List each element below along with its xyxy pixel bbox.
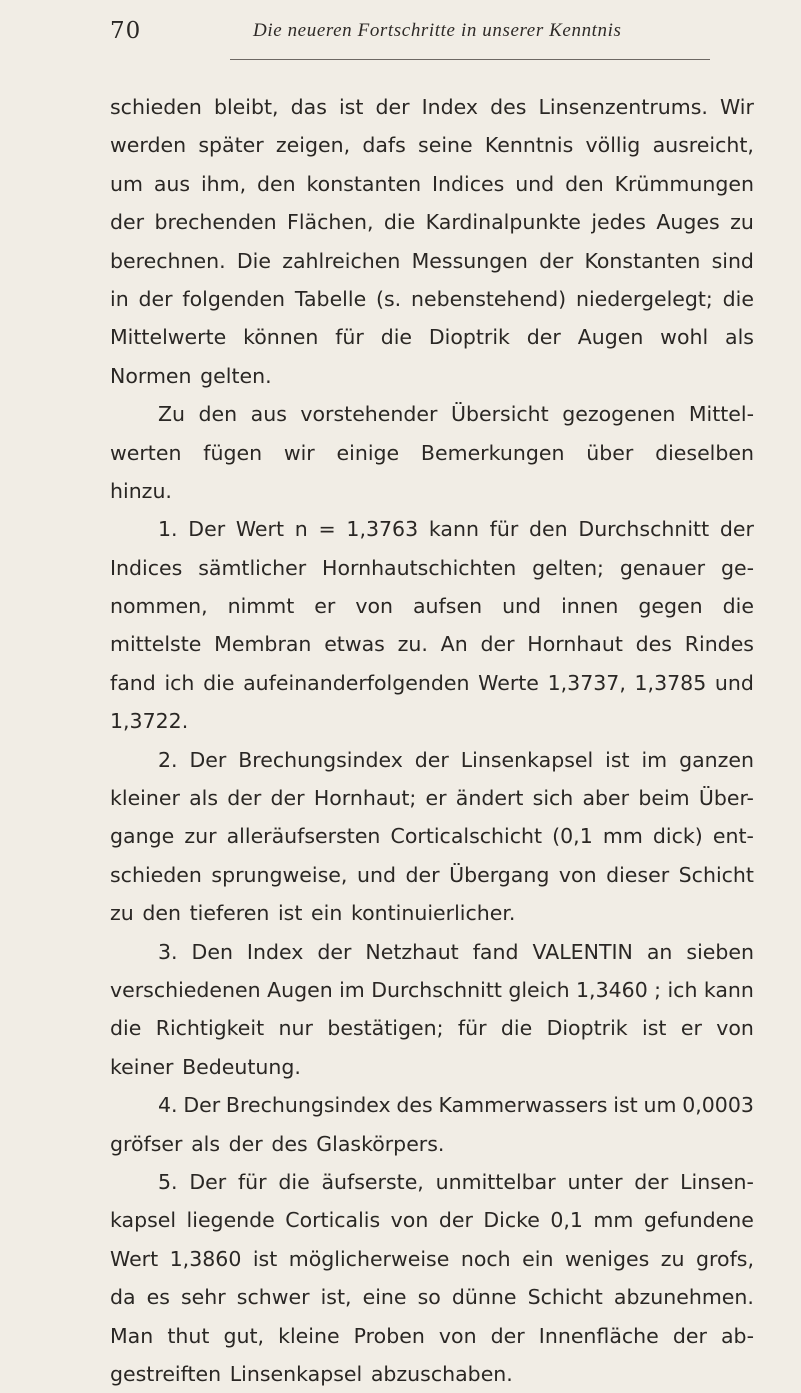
text-line: in der folgenden Tabelle (s. nebenstehend) niedergelegt; die bbox=[110, 286, 754, 311]
text-line: schieden sprungweise, und der Übergang von dieser Schicht bbox=[110, 862, 754, 887]
page-number: 70 bbox=[110, 18, 142, 44]
text-line: gröfser als der des Glaskörpers. bbox=[110, 1131, 445, 1156]
text-line: hinzu. bbox=[110, 478, 172, 503]
text-line: Wert 1,3860 ist möglicherweise noch ein weniges zu grofs, bbox=[110, 1246, 754, 1271]
header-rule bbox=[230, 59, 710, 60]
body-text bbox=[110, 88, 754, 1393]
text-line: zu den tieferen ist ein kontinuierlicher. bbox=[110, 901, 516, 926]
text-line: gestreiften Linsenkapsel abzuschaben. bbox=[110, 1361, 513, 1386]
text-line: werden später zeigen, dafs seine Kenntnis völlig ausreicht, bbox=[110, 133, 754, 158]
text-line: fand ich die aufeinanderfolgenden Werte 1,3737, 1,3785 und bbox=[110, 670, 754, 695]
text-line: gange zur alleräufsersten Corticalschicht (0,1 mm dick) ent- bbox=[110, 824, 754, 849]
text-line: nommen, nimmt er von aufsen und innen gegen die bbox=[110, 594, 754, 619]
text-line: der brechenden Flächen, die Kardinalpunkte jedes Auges zu bbox=[110, 210, 754, 235]
text-line: 2. Der Brechungsindex der Linsenkapsel ist im ganzen bbox=[158, 747, 754, 772]
text-line: 4. Der Brechungsindex des Kammerwassers ist um 0,0003 bbox=[158, 1093, 754, 1118]
text-line: Mittelwerte können für die Dioptrik der Augen wohl als bbox=[110, 325, 754, 350]
text-line: kapsel liegende Corticalis von der Dicke 0,1 mm gefundene bbox=[110, 1208, 754, 1233]
text-line: verschiedenen Augen im Durchschnitt gleich 1,3460 ; ich kann bbox=[110, 977, 754, 1002]
running-title: Die neueren Fortschritte in unserer Kenntnis bbox=[253, 20, 622, 41]
text-line: keiner Bedeutung. bbox=[110, 1054, 301, 1079]
text-line: Indices sämtlicher Hornhautschichten gelten; genauer ge- bbox=[110, 555, 754, 580]
text-line: werten fügen wir einige Bemerkungen über dieselben bbox=[110, 440, 754, 465]
text-line: Zu den aus vorstehender Übersicht gezogenen Mittel- bbox=[158, 402, 754, 427]
text-line: die Richtigkeit nur bestätigen; für die Dioptrik ist er von bbox=[110, 1016, 754, 1041]
text-line: um aus ihm, den konstanten Indices und den Krümmungen bbox=[110, 171, 754, 196]
text-line: 5. Der für die äufserste, unmittelbar unter der Linsen- bbox=[158, 1169, 754, 1194]
text-line: berechnen. Die zahlreichen Messungen der Konstanten sind bbox=[110, 248, 754, 273]
text-line: 1,3722. bbox=[110, 709, 189, 734]
text-line: schieden bleibt, das ist der Index des Linsenzentrums. Wir bbox=[110, 95, 754, 119]
text-line: 1. Der Wert n = 1,3763 kann für den Durchschnitt der bbox=[158, 517, 754, 542]
running-head bbox=[110, 18, 741, 50]
text-line: Normen gelten. bbox=[110, 363, 272, 388]
text-line: Man thut gut, kleine Proben von der Innenfläche der ab- bbox=[110, 1323, 754, 1348]
text-line: mittelste Membran etwas zu. An der Hornhaut des Rindes bbox=[110, 632, 754, 657]
text-line: kleiner als der der Hornhaut; er ändert sich aber beim Über- bbox=[110, 786, 754, 811]
text-line: da es sehr schwer ist, eine so dünne Schicht abzunehmen. bbox=[110, 1285, 754, 1310]
text-line: 3. Den Index der Netzhaut fand VALENTIN an sieben bbox=[158, 939, 754, 964]
